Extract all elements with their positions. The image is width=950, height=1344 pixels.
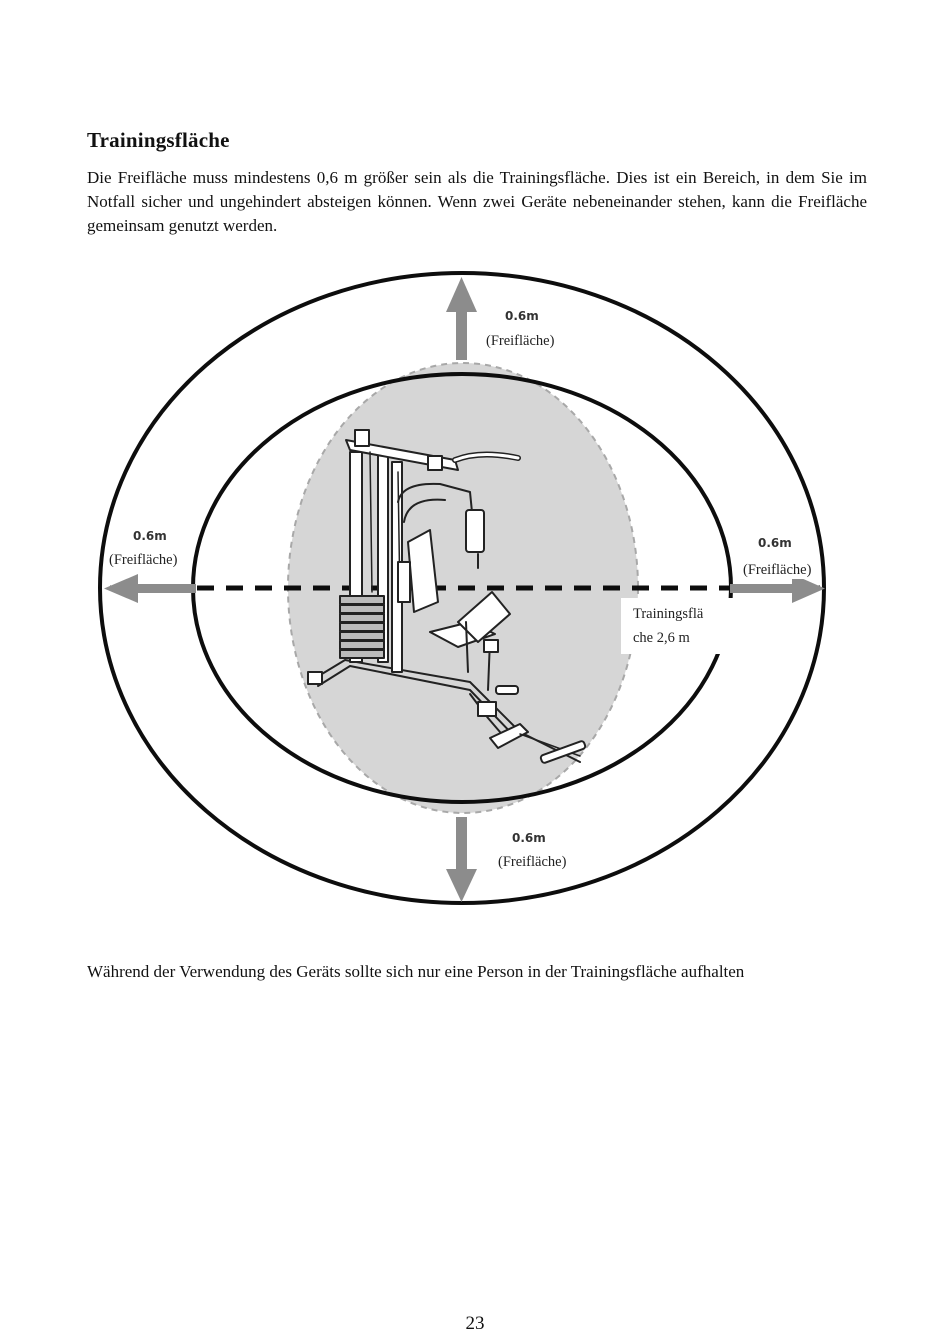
page-number: 23 — [465, 1313, 485, 1334]
top-free-area-label: (Freifläche) — [486, 333, 555, 349]
bottom-distance-label: 0.6m — [512, 831, 546, 845]
right-distance-label: 0.6m — [758, 536, 792, 550]
left-distance-label: 0.6m — [133, 529, 167, 543]
left-free-area-label: (Freifläche) — [109, 552, 178, 568]
training-area-diagram — [0, 262, 950, 922]
bottom-free-area-label: (Freifläche) — [498, 854, 567, 870]
diagram-graphic — [0, 262, 950, 922]
arrow-left-icon — [104, 574, 196, 603]
top-distance-label: 0.6m — [505, 309, 539, 323]
single-person-note: Während der Verwendung des Geräts sollte sich nur eine Person in der Trainingsfläche aufhalten — [87, 962, 745, 981]
right-free-area-label: (Freifläche) — [743, 562, 812, 578]
page-title: Trainingsfläche — [87, 128, 230, 152]
arrow-up-icon — [446, 277, 477, 360]
training-zone-label-line2: che 2,6 m — [633, 630, 690, 646]
arrow-down-icon — [446, 817, 477, 902]
training-zone-label-line1: Trainingsflä — [633, 606, 704, 622]
intro-paragraph: Die Freifläche muss mindestens 0,6 m größer sein als die Trainingsfläche. Dies ist ein Bereich, in dem Sie im Notfall sicher und ungehindert absteigen können. Wenn zwei Geräte nebeneinander stehen, kann die Freifläche gemeinsam genutzt werden. — [87, 168, 867, 235]
training-zone-label — [621, 598, 745, 654]
